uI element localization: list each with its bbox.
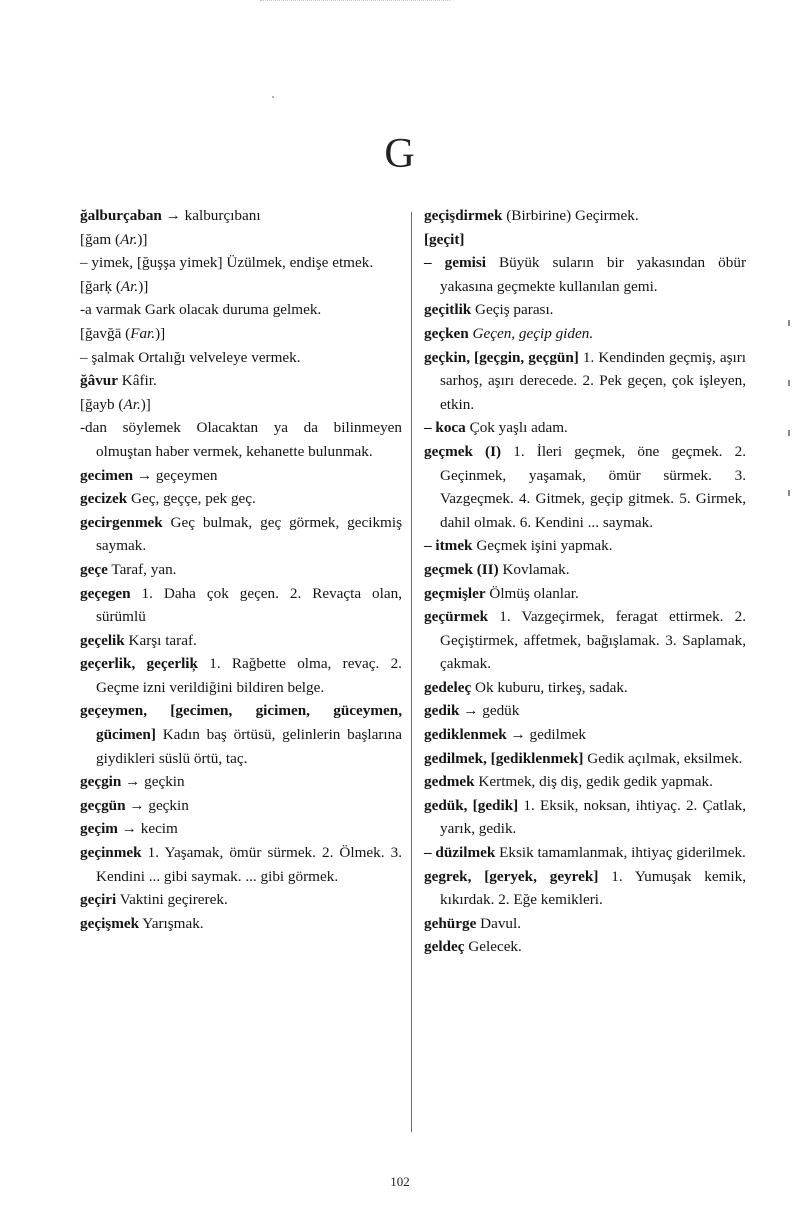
entry-headword: gediklenmek <box>424 726 507 744</box>
entry-italic-text: Geçen, geçip giden. <box>472 324 594 342</box>
entry-headword: geçmek (II) <box>424 560 499 578</box>
dictionary-entry <box>424 416 746 440</box>
entry-headword: geçelik <box>80 631 125 649</box>
dictionary-entry <box>424 558 746 582</box>
entry-headword: geçgün <box>80 796 126 814</box>
dictionary-entry <box>424 204 746 228</box>
entry-definition: 1. Yaşamak, ömür sürmek. 2. Ölmek. 3. Kendini ... gibi saymak. ... gibi görmek. <box>96 844 402 885</box>
entry-italic-text: Ar. <box>120 277 139 295</box>
scan-artifact-top <box>260 0 450 5</box>
entry-headword: geçgin <box>80 773 122 791</box>
dictionary-entry <box>80 817 402 841</box>
entry-definition: → geçeymen <box>133 466 218 484</box>
entry-closing: )] <box>155 324 166 342</box>
entry-definition: – yimek, [ğuşşa yimek] Üzülmek, endişe etmek. <box>80 254 374 272</box>
entry-headword: gecizek <box>80 490 128 508</box>
entry-definition: [ğarķ ( <box>80 277 121 295</box>
dictionary-entry <box>80 888 402 912</box>
dictionary-entry <box>424 251 746 298</box>
entry-definition: 1. İleri geçmek, öne geçmek. 2. Geçinmek, yaşamak, ömür sürmek. 3. Vazgeçmek. 4. Gitmek, geçip gitmek. 5. Girmek, dahil olmak. 6. Kendini ... saymak. <box>440 442 746 531</box>
entry-definition: Geçiş parası. <box>471 301 554 319</box>
entry-definition: 1. Eksik, noksan, ihtiyaç. 2. Çatlak, yarık, gedik. <box>440 796 746 838</box>
entry-definition: [ğayb ( <box>80 395 124 413</box>
dictionary-entry <box>80 582 402 629</box>
dictionary-entry <box>424 346 746 417</box>
dictionary-entry <box>424 699 746 723</box>
dictionary-entry <box>424 322 746 346</box>
dictionary-entry <box>80 770 402 794</box>
entry-definition: → geçkin <box>125 796 189 814</box>
dictionary-entry <box>80 699 402 770</box>
entry-headword: gedmek <box>424 773 475 791</box>
entry-definition: → gedilmek <box>506 726 586 744</box>
entry-headword: – koca <box>424 419 466 437</box>
entry-definition: 1. Daha çok geçen. 2. Revaçta olan, sürümlü <box>96 584 402 626</box>
entry-definition: Kâfir. <box>117 372 157 390</box>
entry-definition: Ölmüş olanlar. <box>485 584 579 602</box>
entry-headword: geçegen <box>80 584 131 602</box>
entry-headword: ğalburçaban <box>80 207 162 224</box>
entry-headword: geçişmek <box>80 914 140 932</box>
dictionary-entry <box>424 298 746 322</box>
entry-definition: 1. Yumuşak kemik, kıkırdak. 2. Eğe kemikleri. <box>440 867 746 909</box>
entry-closing: )] <box>137 230 148 248</box>
dictionary-entry <box>80 275 402 299</box>
dictionary-entry <box>80 629 402 653</box>
dictionary-entry <box>424 770 746 794</box>
entry-definition: 1. Rağbette olma, revaç. 2. Geçme izni verildiğini bildiren belge. <box>96 655 402 696</box>
entry-definition: Çok yaşlı adam. <box>465 419 568 437</box>
entry-definition: Davul. <box>476 914 522 932</box>
entry-headword: gedik <box>424 702 460 720</box>
dictionary-entry <box>424 747 746 771</box>
entry-definition: Gelecek. <box>464 938 522 956</box>
entry-definition: Taraf, yan. <box>107 560 177 578</box>
entry-closing: )] <box>140 395 151 413</box>
entry-definition: → geçkin <box>121 773 185 791</box>
entry-headword: – gemisi <box>424 254 486 272</box>
scan-speck <box>272 96 274 98</box>
dictionary-entry <box>424 841 746 865</box>
entry-definition: Eksik tamamlanmak, ihtiyaç giderilmek. <box>495 844 746 862</box>
entry-definition: Gedik açılmak, eksilmek. <box>583 749 743 767</box>
entry-definition: Karşı taraf. <box>124 631 197 649</box>
entry-headword: gecimen <box>80 466 134 484</box>
entry-definition: Geçmek işini yapmak. <box>472 537 613 555</box>
entry-closing: )] <box>138 277 149 295</box>
entry-headword: geçinmek <box>80 844 142 862</box>
entry-headword: geçişdirmek <box>424 207 503 224</box>
entry-definition: Kadın baş örtüsü, gelinlerin başlarına giydikleri süslü örtü, taç. <box>96 726 402 767</box>
dictionary-entry <box>424 534 746 558</box>
dictionary-entry <box>80 369 402 393</box>
dictionary-entry <box>80 912 402 936</box>
dictionary-entry <box>424 605 746 676</box>
dictionary-entry <box>80 228 402 252</box>
dictionary-entry <box>80 794 402 818</box>
entry-definition: Kertmek, diş diş, gedik gedik yapmak. <box>474 773 713 791</box>
entry-headword: gedük, [gedik] <box>424 796 519 814</box>
entry-italic-text: Ar. <box>120 230 138 248</box>
entry-definition: – şalmak Ortalığı velveleye vermek. <box>80 348 301 366</box>
dictionary-entry <box>80 487 402 511</box>
dictionary-entry <box>80 416 402 463</box>
section-letter-heading: G <box>384 131 416 177</box>
entry-definition: 1. Vazgeçirmek, feragat ettirmek. 2. Geçiştirmek, affetmek, bağışlamak. 3. Saplamak, çakmak. <box>440 608 746 673</box>
dictionary-entry <box>80 298 402 322</box>
dictionary-entry <box>424 794 746 841</box>
entry-definition: Kovlamak. <box>498 560 570 578</box>
entry-headword: geçiri <box>80 891 117 909</box>
page-number: 102 <box>390 1174 410 1189</box>
entry-definition: Vaktini geçirerek. <box>116 891 228 909</box>
dictionary-entry <box>80 322 402 346</box>
scan-edge-marks <box>788 320 794 520</box>
entry-definition: (Birbirine) Geçirmek. <box>502 207 639 224</box>
left-column <box>80 204 402 935</box>
entry-definition: Geç bulmak, geç görmek, gecikmiş saymak. <box>96 513 402 555</box>
dictionary-entry <box>80 393 402 417</box>
dictionary-entry <box>80 511 402 558</box>
entry-definition: [ğam ( <box>80 230 121 248</box>
entry-definition: → kalburçıbanı <box>161 207 261 224</box>
dictionary-entry <box>424 912 746 936</box>
entry-headword: – düzilmek <box>424 844 496 862</box>
entry-headword: gedeleç <box>424 678 472 696</box>
entry-headword: gedilmek, [gediklenmek] <box>424 749 584 767</box>
entry-headword: geçkin, [geçgin, geçgün] <box>424 348 579 366</box>
dictionary-entry <box>80 841 402 888</box>
entry-headword: [geçit] <box>424 230 465 248</box>
dictionary-entry <box>424 865 746 912</box>
column-divider <box>411 212 412 1132</box>
entry-definition: Geç, geççe, pek geç. <box>127 490 256 508</box>
entry-headword: geçe <box>80 560 108 578</box>
entry-headword: gegrek, [geryek, geyrek] <box>424 867 599 885</box>
dictionary-entry <box>80 204 402 228</box>
entry-definition: -a varmak Gark olacak duruma gelmek. <box>80 301 322 319</box>
entry-italic-text: Ar. <box>123 395 141 413</box>
entry-headword: geçmek (I) <box>424 442 502 460</box>
dictionary-entry <box>424 935 746 959</box>
dictionary-entry <box>80 346 402 370</box>
entry-headword: geçken <box>424 324 469 342</box>
dictionary-entry <box>424 582 746 606</box>
entry-headword: geldeç <box>424 938 465 956</box>
dictionary-entry <box>80 558 402 582</box>
entry-definition: Ok kuburu, tirkeş, sadak. <box>471 678 628 696</box>
entry-definition: -dan söylemek Olacaktan ya da bilinmeyen olmuştan haber vermek, kehanette bulunmak. <box>80 419 402 460</box>
dictionary-entry <box>424 676 746 700</box>
entry-headword: geçürmek <box>424 608 489 626</box>
entry-definition: Büyük suların bir yakasından öbür yakasına geçmekte kullanılan gemi. <box>440 254 746 295</box>
dictionary-entry <box>424 440 746 534</box>
entry-headword: gecirgenmek <box>80 513 163 531</box>
entry-headword: gehürge <box>424 914 477 932</box>
entry-headword: ğâvur <box>80 372 118 390</box>
entry-definition: Yarışmak. <box>139 914 204 932</box>
dictionary-entry <box>80 652 402 699</box>
entry-headword: geçim <box>80 820 118 838</box>
entry-definition: → gedük <box>459 702 520 720</box>
dictionary-entry <box>424 723 746 747</box>
dictionary-entry <box>80 464 402 488</box>
entry-definition: → kecim <box>117 820 178 838</box>
dictionary-entry <box>424 228 746 252</box>
entry-italic-text: Far. <box>130 324 156 342</box>
entry-definition: [ğavğā ( <box>80 324 131 342</box>
entry-headword: geçeymen, [gecimen, gicimen, güceymen, gücimen] <box>80 702 402 744</box>
entry-headword: geçmişler <box>424 584 486 602</box>
entry-headword: geçitlik <box>424 301 472 319</box>
entry-headword: geçerlik, geçerliķ <box>80 655 198 673</box>
entry-headword: – itmek <box>424 537 473 555</box>
dictionary-entry <box>80 251 402 275</box>
entry-definition: 1. Kendinden geçmiş, aşırı sarhoş, aşırı derecede. 2. Pek geçen, çok işleyen, etkin. <box>440 348 747 413</box>
right-column <box>424 204 746 959</box>
